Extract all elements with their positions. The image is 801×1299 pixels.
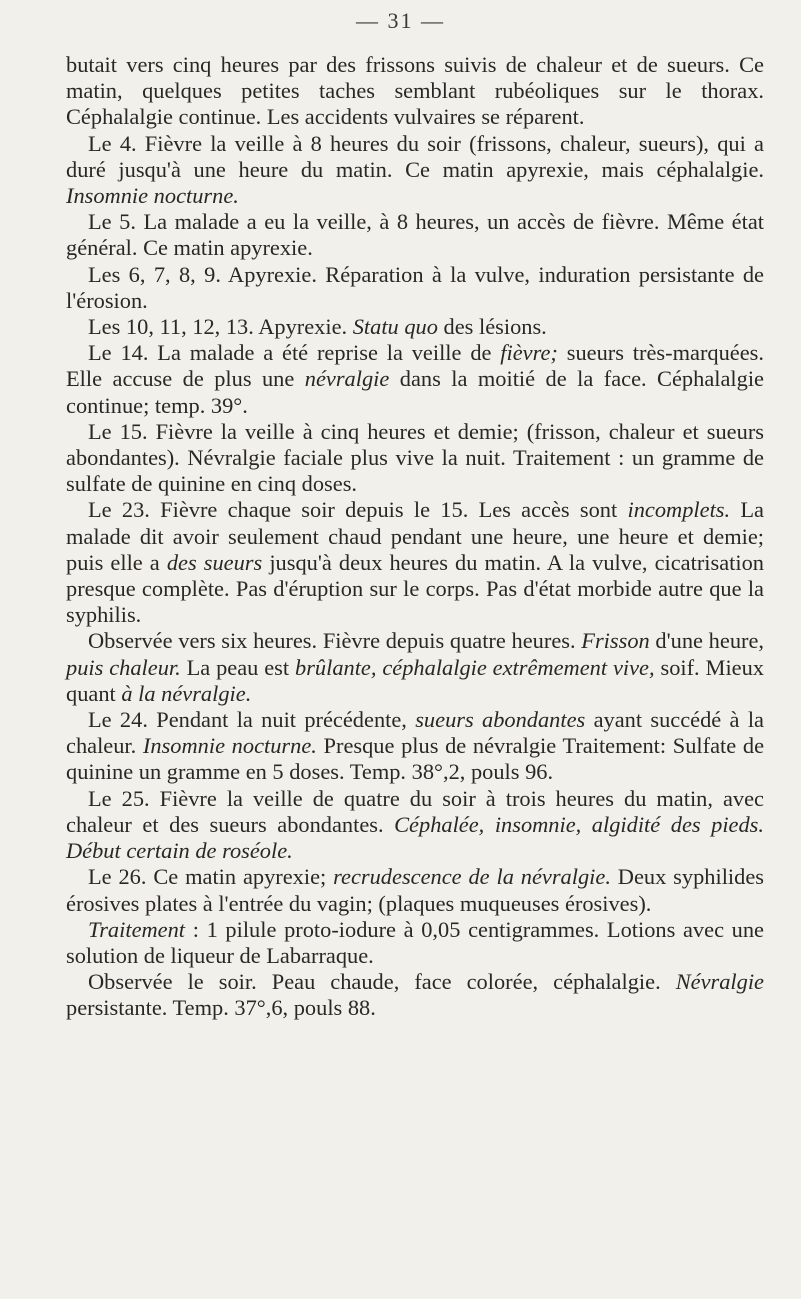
italic-text: Névralgie: [675, 969, 764, 995]
italic-text: puis chaleur.: [66, 654, 181, 680]
italic-text: Insomnie nocturne.: [142, 733, 317, 759]
paragraph: [66, 314, 764, 340]
text-run: butait vers cinq heures par des frissons suivis de chaleur et de sueurs. Ce matin, quelques petites taches semblant rubéoliques sur le thorax. Céphalalgie continue. Les accidents vulvaires se réparent.: [66, 52, 764, 130]
text-run: ayant succédé à la chaleur.: [66, 707, 764, 759]
paragraph: [66, 131, 764, 210]
text-run: Deux syphilides érosives plates à l'entrée du vagin; (plaques muqueuses érosives).: [66, 864, 764, 916]
text-run: sueurs très-marquées. Elle accuse de plus une: [66, 340, 764, 392]
text-run: Presque plus de névralgie Traitement: Sulfate de quinine un gramme en 5 doses. Temp. 38°,2, pouls 96.: [66, 733, 765, 785]
italic-text: névralgie: [304, 366, 390, 392]
paragraph: [66, 864, 764, 916]
paragraph: [66, 917, 764, 969]
text-run: Le 14. La malade a été reprise la veille de: [88, 340, 501, 366]
text-run: des lésions.: [437, 314, 547, 340]
paragraph: [66, 419, 764, 498]
text-run: La malade dit avoir seulement chaud pendant une heure, une heure et demie; puis elle a: [66, 497, 764, 575]
text-run: Le 23. Fièvre chaque soir depuis le 15. Les accès sont: [88, 497, 628, 523]
paragraph: [66, 628, 764, 707]
text-run: dans la moitié de la face. Céphalalgie continue; temp. 39°.: [66, 366, 764, 418]
text-run: Les 6, 7, 8, 9. Apyrexie. Réparation à la vulve, induration persistante de l'érosion.: [66, 261, 764, 313]
text-run: Observée vers six heures. Fièvre depuis quatre heures.: [88, 628, 582, 654]
paragraph: [66, 707, 764, 786]
text-run: Le 25. Fièvre la veille de quatre du soir à trois heures du matin, avec chaleur et des sueurs abondantes.: [66, 785, 764, 837]
paragraph: [66, 340, 764, 419]
text-run: d'une heure,: [649, 628, 765, 654]
italic-text: Céphalée, insomnie, algidité des pieds. Début certain de roséole.: [66, 811, 764, 864]
paragraph: [66, 969, 764, 1021]
paragraph: [66, 52, 764, 131]
body-text: [66, 52, 764, 1022]
text-run: Le 4. Fièvre la veille à 8 heures du soir (frissons, chaleur, sueurs), qui a duré jusqu'à une heure du matin. Ce matin apyrexie, mais céphalalgie.: [66, 130, 764, 182]
italic-text: recrudescence de la névralgie.: [333, 864, 611, 890]
italic-text: fièvre;: [500, 340, 558, 366]
paragraph: [66, 786, 764, 865]
text-run: Le 26. Ce matin apyrexie;: [88, 864, 334, 890]
italic-text: Insomnie nocturne.: [66, 183, 239, 209]
italic-text: incomplets.: [627, 497, 731, 523]
italic-text: Frisson: [581, 628, 650, 654]
text-run: Observée le soir. Peau chaude, face colorée, céphalalgie.: [88, 969, 676, 995]
italic-text: Traitement: [88, 916, 186, 942]
italic-text: des sueurs: [166, 549, 263, 575]
italic-text: à la névralgie.: [121, 680, 252, 706]
text-run: : 1 pilule proto-iodure à 0,05 centigrammes. Lotions avec une solution de liqueur de Labarraque.: [66, 916, 764, 968]
text-run: Les 10, 11, 12, 13. Apyrexie.: [88, 314, 353, 340]
italic-text: Statu quo: [352, 314, 438, 340]
paragraph: [66, 262, 764, 314]
text-run: Le 5. La malade a eu la veille, à 8 heures, un accès de fièvre. Même état général. Ce matin apyrexie.: [66, 209, 764, 261]
text-run: persistante. Temp. 37°,6, pouls 88.: [66, 995, 376, 1021]
italic-text: brûlante, céphalalgie extrêmement vive,: [295, 654, 655, 680]
text-run: soif. Mieux quant: [66, 654, 764, 706]
page-number: — 31 —: [356, 8, 445, 33]
italic-text: sueurs abondantes: [415, 707, 586, 733]
text-run: Le 24. Pendant la nuit précédente,: [88, 707, 416, 733]
text-run: Le 15. Fièvre la veille à cinq heures et demie; (frisson, chaleur et sueurs abondantes). Névralgie faciale plus vive la nuit. Traitement : un gramme de sulfate de quinine en cinq doses.: [66, 418, 764, 497]
paragraph: [66, 497, 764, 628]
paragraph: [66, 209, 764, 261]
text-run: jusqu'à deux heures du matin. A la vulve, cicatrisation presque complète. Pas d'éruption sur le corps. Pas d'état morbide autre que la syphilis.: [66, 549, 764, 628]
text-run: La peau est: [180, 654, 295, 680]
